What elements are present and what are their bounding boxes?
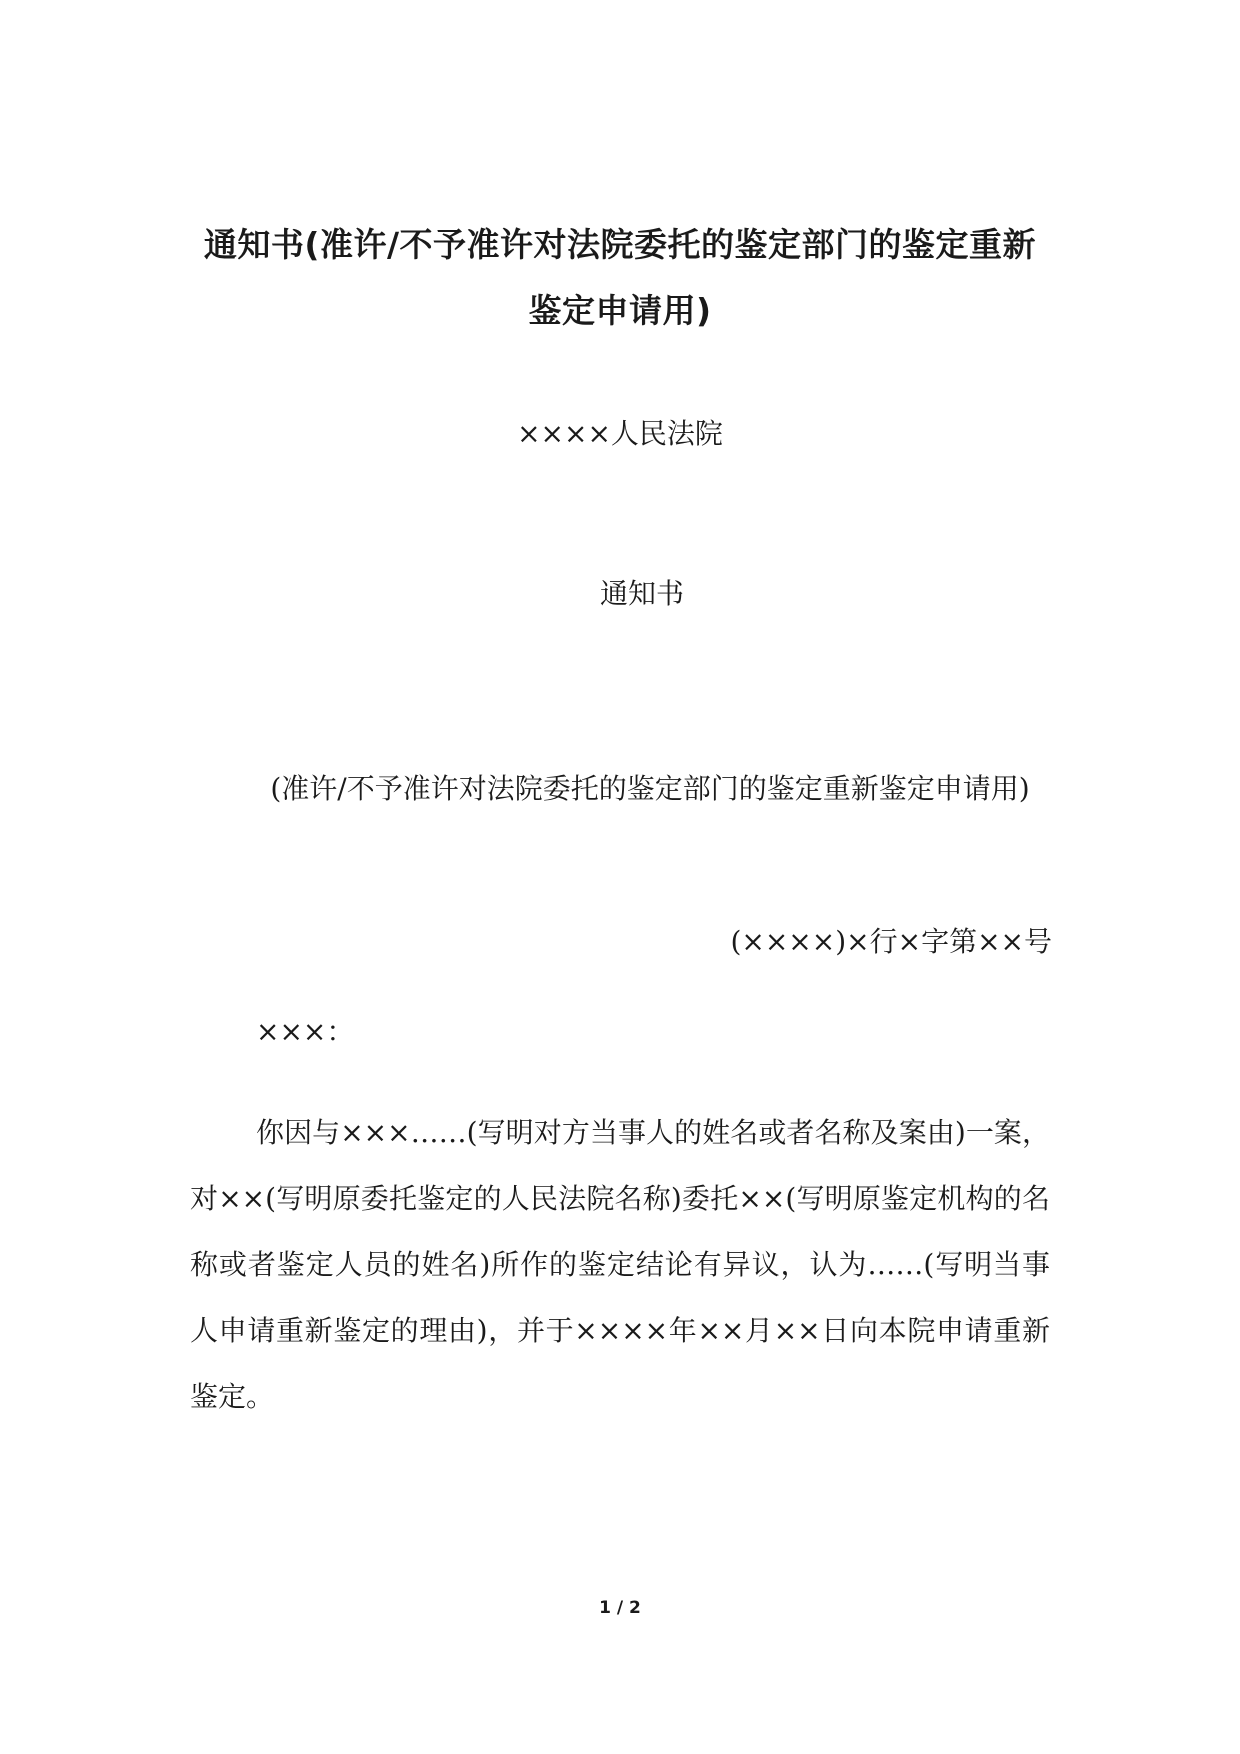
court-name: ××××人民法院 — [517, 417, 723, 450]
addressee: ×××： — [256, 1015, 355, 1048]
document-subtitle: (准许/不予准许对法院委托的鉴定部门的鉴定重新鉴定申请用) — [270, 772, 1030, 805]
page-indicator: 1 / 2 — [599, 1598, 641, 1618]
case-number: (××××)×行×字第××号 — [730, 925, 1052, 958]
body-paragraph: 你因与×××……(写明对方当事人的姓名或者名称及案由)一案，对××(写明原委托鉴定的人民法院名称)委托××(写明原鉴定机构的名称或者鉴定人员的姓名)所作的鉴定结论有异议，认为……(写明当事人申请重新鉴定的理由)，并于××××年××月××日向本院申请重新鉴定。 — [190, 1116, 1050, 1413]
document-type-heading: 通知书 — [600, 577, 685, 610]
document-title: 通知书(准许/不予准许对法院委托的鉴定部门的鉴定重新鉴定申请用) — [203, 225, 1037, 330]
